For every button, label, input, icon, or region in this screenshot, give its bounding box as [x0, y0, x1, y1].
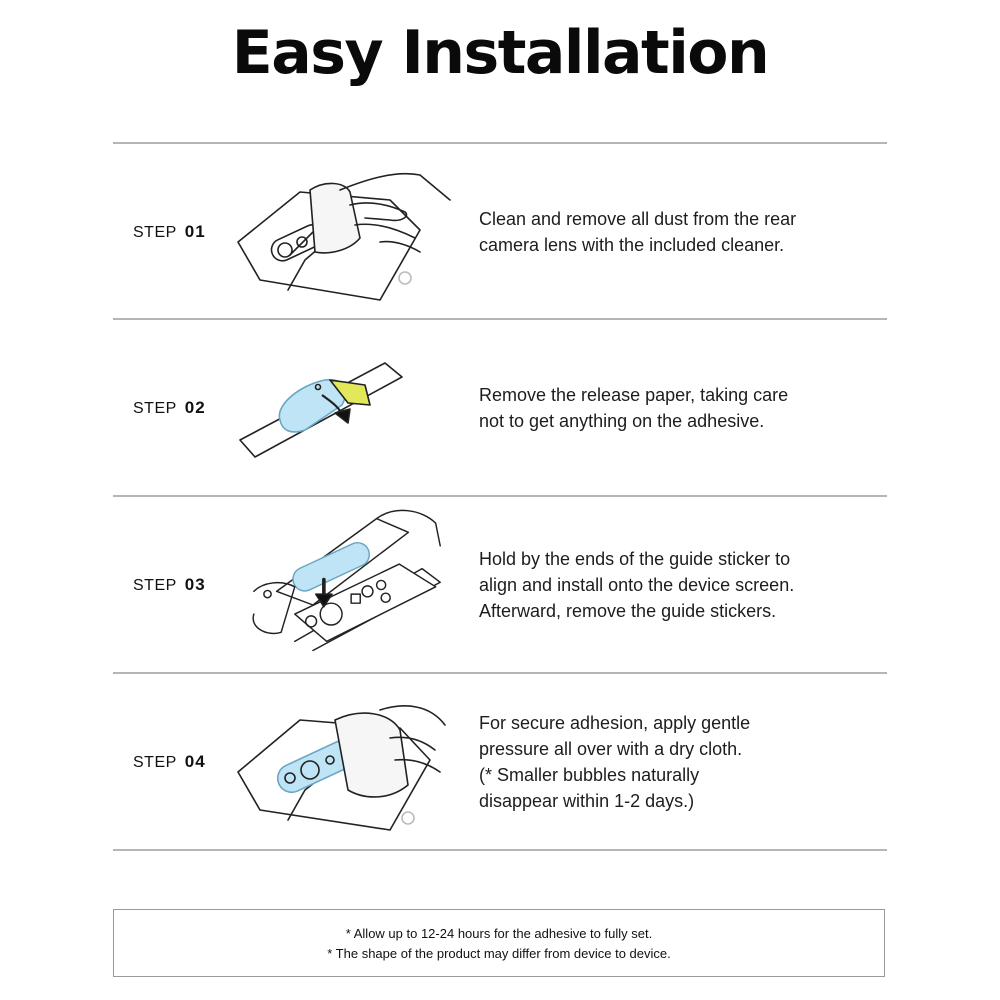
divider — [113, 142, 887, 144]
step-01-illustration — [230, 160, 455, 310]
note-line: * The shape of the product may differ from device to device. — [327, 946, 671, 961]
step-04-label — [133, 752, 206, 772]
step-word: STEP — [133, 224, 177, 241]
divider — [113, 849, 887, 851]
step-01-label — [133, 222, 206, 242]
step-number: 04 — [184, 752, 206, 771]
step-03-label — [133, 575, 206, 595]
step-03-text: Hold by the ends of the guide sticker to align and install onto the device screen. Afterward, remove the guide stickers. — [479, 549, 795, 621]
step-04-illustration — [230, 690, 455, 840]
step-02-label — [133, 398, 206, 418]
step-number: 03 — [184, 575, 206, 594]
step-02-illustration — [230, 335, 455, 485]
step-01-text: Clean and remove all dust from the rear camera lens with the included cleaner. — [479, 209, 797, 255]
step-word: STEP — [133, 754, 177, 771]
divider — [113, 672, 887, 674]
step-02-text: Remove the release paper, taking care not to get anything on the adhesive. — [479, 385, 789, 431]
step-number: 01 — [184, 222, 206, 241]
page-title: Easy Installation — [231, 18, 769, 88]
divider — [113, 318, 887, 320]
divider — [113, 495, 887, 497]
step-03-illustration — [230, 505, 455, 655]
step-word: STEP — [133, 400, 177, 417]
note-line: * Allow up to 12-24 hours for the adhesive to fully set. — [345, 926, 653, 941]
step-04-text: For secure adhesion, apply gentle pressure all over with a dry cloth. (* Smaller bubbles naturally disappear within 1-2 days.) — [479, 713, 751, 811]
step-word: STEP — [133, 577, 177, 594]
notes-box — [113, 909, 885, 977]
step-number: 02 — [184, 398, 206, 417]
